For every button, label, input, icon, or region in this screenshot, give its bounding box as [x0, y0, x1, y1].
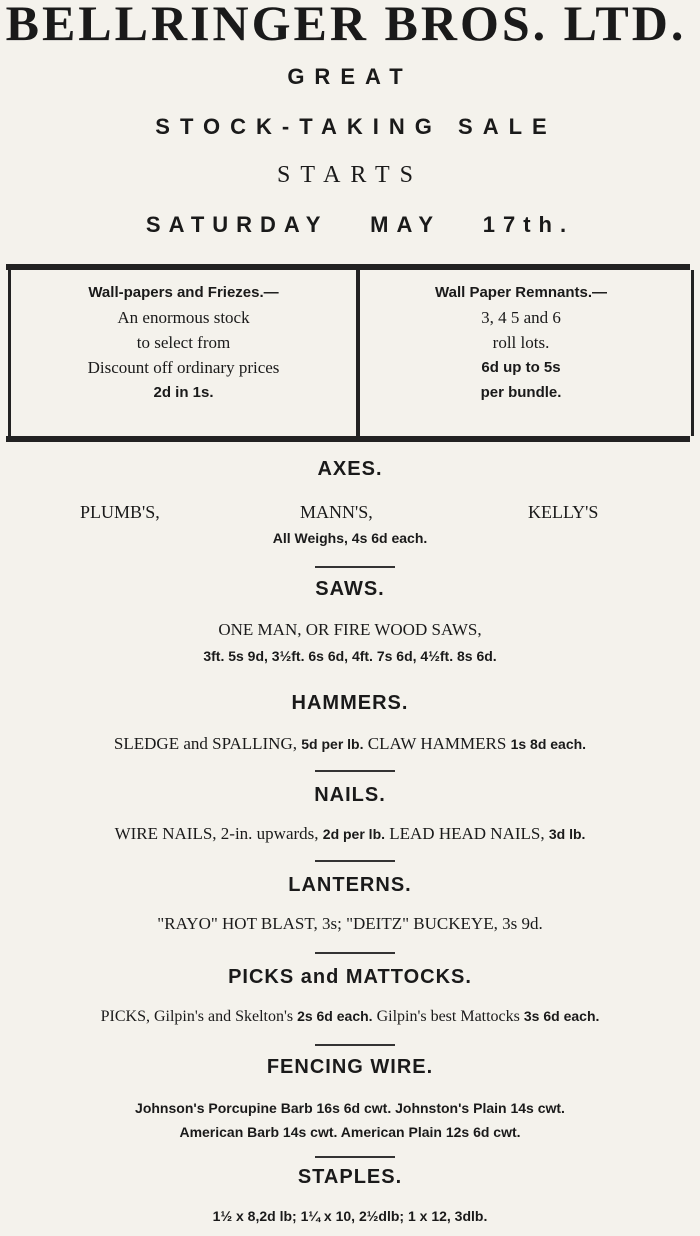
- axes-heading: AXES.: [317, 458, 383, 480]
- remnants-line: 3, 4 5 and 6: [481, 308, 561, 327]
- staples-line: 1½ x 8,2d lb; 1¼ x 10, 2½dlb; 1 x 12, 3dlb.: [212, 1208, 488, 1224]
- masthead: BELLRINGER BROS. LTD.: [5, 0, 687, 51]
- wallpaper-discount: 2d in 1s.: [153, 384, 214, 401]
- section-rule: [315, 566, 395, 568]
- nails-line: [0, 824, 700, 844]
- wallpaper-line: An enormous stock: [117, 308, 250, 327]
- headline-starts: STARTS: [277, 162, 423, 188]
- hammers-claw: CLAW HAMMERS: [367, 734, 507, 753]
- nails-wire: WIRE NAILS, 2-in. upwards,: [114, 824, 319, 843]
- picks-heading: PICKS and MATTOCKS.: [228, 966, 472, 988]
- remnants-line: roll lots.: [492, 333, 550, 352]
- box-bottom-rule: [6, 436, 690, 442]
- remnants-price: 6d up to 5s: [481, 359, 561, 376]
- wallpaper-line: to select from: [136, 333, 231, 352]
- wallpaper-box: [8, 270, 694, 436]
- hammers-sledge: SLEDGE and SPALLING,: [113, 734, 297, 753]
- headline-great: GREAT: [287, 64, 413, 89]
- fencing-heading: FENCING WIRE.: [266, 1056, 434, 1078]
- box-divider: [356, 270, 360, 436]
- mattocks-price: 3s 6d each.: [523, 1008, 600, 1024]
- section-rule: [315, 952, 395, 954]
- lanterns-line: "RAYO" HOT BLAST, 3s; "DEITZ" BUCKEYE, 3s 9d.: [157, 914, 543, 933]
- fencing-line: Johnson's Porcupine Barb 16s 6d cwt. Johnston's Plain 14s cwt.: [135, 1100, 565, 1116]
- headline-date: SATURDAY MAY 17th.: [145, 212, 575, 237]
- hammers-claw-price: 1s 8d each.: [510, 736, 587, 752]
- axes-brand: PLUMB'S,: [80, 502, 160, 522]
- section-rule: [315, 860, 395, 862]
- hammers-sledge-price: 5d per lb.: [301, 736, 364, 752]
- staples-heading: STAPLES.: [297, 1166, 403, 1188]
- remnants-column: [371, 280, 671, 405]
- axes-price: All Weighs, 4s 6d each.: [272, 530, 428, 546]
- wallpaper-title: Wall-papers and Friezes.—: [88, 284, 279, 301]
- remnants-unit: per bundle.: [480, 384, 562, 401]
- section-rule: [315, 770, 395, 772]
- section-rule: [315, 1156, 395, 1158]
- nails-wire-price: 2d per lb.: [322, 826, 386, 842]
- picks-text: PICKS, Gilpin's and Skelton's: [100, 1008, 294, 1025]
- saws-line: ONE MAN, OR FIRE WOOD SAWS,: [218, 620, 482, 639]
- saws-prices: 3ft. 5s 9d, 3½ft. 6s 6d, 4ft. 7s 6d, 4½ft. 8s 6d.: [203, 648, 497, 664]
- hammers-heading: HAMMERS.: [291, 692, 409, 714]
- lanterns-heading: LANTERNS.: [288, 874, 412, 896]
- nails-lead: LEAD HEAD NAILS,: [389, 824, 545, 843]
- axes-brand: MANN'S,: [300, 502, 373, 522]
- fencing-line: American Barb 14s cwt. American Plain 12s 6d cwt.: [179, 1124, 521, 1140]
- wallpaper-line: Discount off ordinary prices: [87, 358, 280, 377]
- picks-price: 2s 6d each.: [297, 1008, 373, 1024]
- hammers-line: [0, 734, 700, 754]
- nails-heading: NAILS.: [314, 784, 386, 806]
- axes-brand: KELLY'S: [528, 502, 599, 522]
- mattocks-text: Gilpin's best Mattocks: [376, 1008, 520, 1025]
- remnants-title: Wall Paper Remnants.—: [435, 284, 607, 301]
- nails-lead-price: 3d lb.: [548, 826, 586, 842]
- section-rule: [315, 1044, 395, 1046]
- saws-heading: SAWS.: [315, 578, 385, 600]
- headline-stocktaking: STOCK-TAKING SALE: [155, 114, 557, 139]
- wallpaper-column: [21, 280, 346, 405]
- picks-line: [0, 1008, 700, 1026]
